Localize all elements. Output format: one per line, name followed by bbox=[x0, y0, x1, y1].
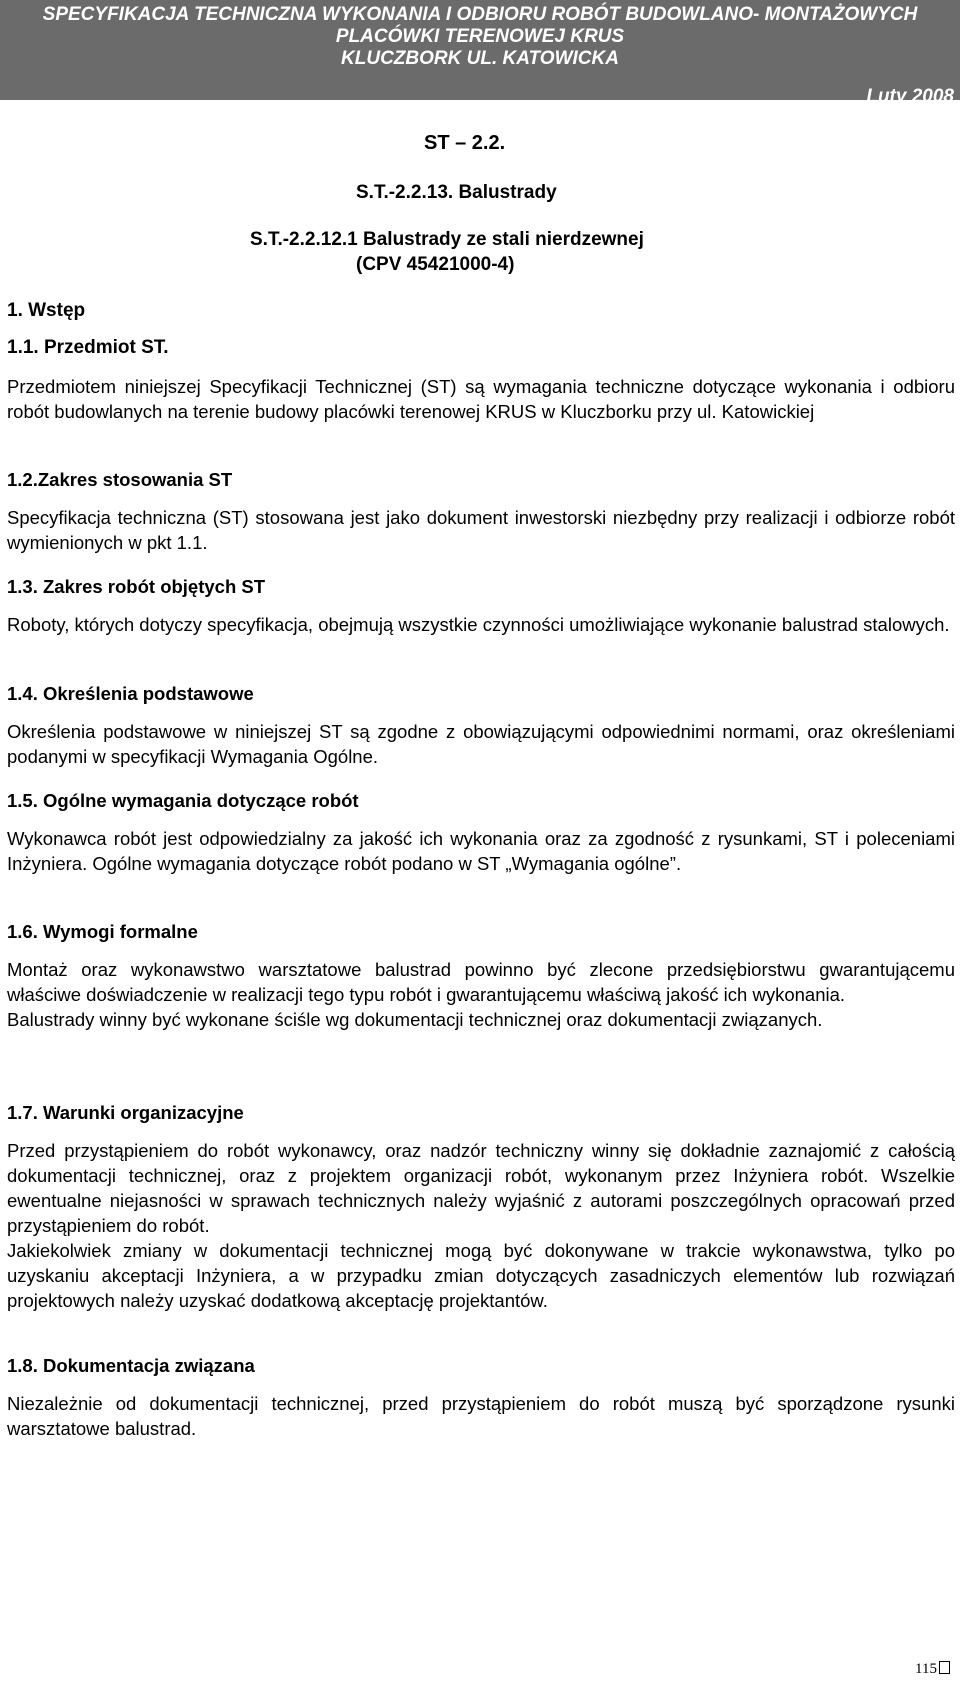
paragraph: Jakiekolwiek zmiany w dokumentacji technicznej mogą być dokonywane w trakcie wykonawstwa, tylko po uzyskaniu akceptacji Inżyniera, a w przypadku zmian dotyczących zasadniczych elementów lub rozwiązań projektowych należy uzyskać dodatkową akceptację projektantów. bbox=[7, 1240, 955, 1311]
paragraph: Przedmiotem niniejszej Specyfikacji Technicznej (ST) są wymagania techniczne dotyczące wykonania i odbioru robót budowlanych na terenie budowy placówki terenowej KRUS w Kluczborku przy ul. Katowickiej bbox=[7, 376, 955, 422]
section-1-4-text bbox=[7, 719, 955, 769]
st-item-title: S.T.-2.2.12.1 Balustrady ze stali nierdzewnej bbox=[250, 229, 644, 250]
section-1-7-text bbox=[7, 1138, 955, 1313]
section-wstep: 1. Wstęp bbox=[7, 300, 86, 321]
cpv-code: (CPV 45421000-4) bbox=[356, 254, 515, 275]
section-1-8-text bbox=[7, 1391, 955, 1441]
section-1-2-text bbox=[7, 505, 955, 555]
section-1-4-title: 1.4. Określenia podstawowe bbox=[7, 683, 254, 704]
paragraph: Określenia podstawowe w niniejszej ST są zgodne z obowiązującymi odpowiednimi normami, oraz określeniami podanymi w specyfikacji Wymagania Ogólne. bbox=[7, 721, 955, 767]
missing-glyph-box bbox=[939, 1661, 950, 1674]
header-location: KLUCZBORK UL. KATOWICKA bbox=[341, 48, 619, 69]
section-1-1-title: 1.1. Przedmiot ST. bbox=[7, 337, 169, 358]
paragraph: Niezależnie od dokumentacji technicznej, przed przystąpieniem do robót muszą być sporządzone rysunki warsztatowe balustrad. bbox=[7, 1393, 955, 1439]
section-1-6-text bbox=[7, 957, 955, 1032]
header-date: Luty 2008 bbox=[866, 86, 954, 107]
section-1-5-title: 1.5. Ogólne wymagania dotyczące robót bbox=[7, 790, 359, 811]
paragraph: Wykonawca robót jest odpowiedzialny za jakość ich wykonania oraz za zgodność z rysunkami, ST i poleceniami Inżyniera. Ogólne wymagania dotyczące robót podano w ST „Wymagania ogólne”. bbox=[7, 828, 955, 874]
section-1-1-text bbox=[7, 374, 955, 424]
page-number-value: 115 bbox=[915, 1661, 937, 1677]
section-1-3-title: 1.3. Zakres robót objętych ST bbox=[7, 576, 266, 597]
paragraph: Balustrady winny być wykonane ściśle wg dokumentacji technicznej oraz dokumentacji związanych. bbox=[7, 1009, 823, 1030]
section-1-3-text bbox=[7, 612, 955, 637]
header-subtitle: PLACÓWKI TERENOWEJ KRUS bbox=[335, 26, 625, 47]
paragraph: Montaż oraz wykonawstwo warsztatowe balustrad powinno być zlecone przedsiębiorstwu gwarantującemu właściwe doświadczenie w realizacji tego typu robót i gwarantującemu właściwą jakość ich wykonania. bbox=[7, 959, 955, 1005]
section-1-2-title: 1.2.Zakres stosowania ST bbox=[7, 469, 233, 490]
st-number: ST – 2.2. bbox=[424, 132, 506, 154]
section-1-8-title: 1.8. Dokumentacja związana bbox=[7, 1355, 255, 1376]
section-1-6-title: 1.6. Wymogi formalne bbox=[7, 921, 198, 942]
paragraph: Przed przystąpieniem do robót wykonawcy, oraz nadzór techniczny winny się dokładnie zaznajomić z całością dokumentacji technicznej, oraz z projektem organizacji robót, wykonanym przez Inżyniera robót. Wszelkie ewentualne niejasności w sprawach technicznych należy wyjaśnić z autorami poszczególnych opracowań przed przystąpieniem do robót. bbox=[7, 1140, 955, 1236]
section-1-7-title: 1.7. Warunki organizacyjne bbox=[7, 1102, 244, 1123]
header-title: SPECYFIKACJA TECHNICZNA WYKONANIA I ODBIORU ROBÓT BUDOWLANO- MONTAŻOWYCH bbox=[42, 4, 918, 25]
st-subtitle: S.T.-2.2.13. Balustrady bbox=[356, 182, 557, 203]
paragraph: Specyfikacja techniczna (ST) stosowana jest jako dokument inwestorski niezbędny przy realizacji i odbiorze robót wymienionych w pkt 1.1. bbox=[7, 507, 955, 553]
page-number bbox=[915, 1661, 950, 1678]
paragraph: Roboty, których dotyczy specyfikacja, obejmują wszystkie czynności umożliwiające wykonanie balustrad stalowych. bbox=[7, 614, 950, 635]
document-header bbox=[0, 0, 960, 107]
section-1-5-text bbox=[7, 826, 955, 876]
